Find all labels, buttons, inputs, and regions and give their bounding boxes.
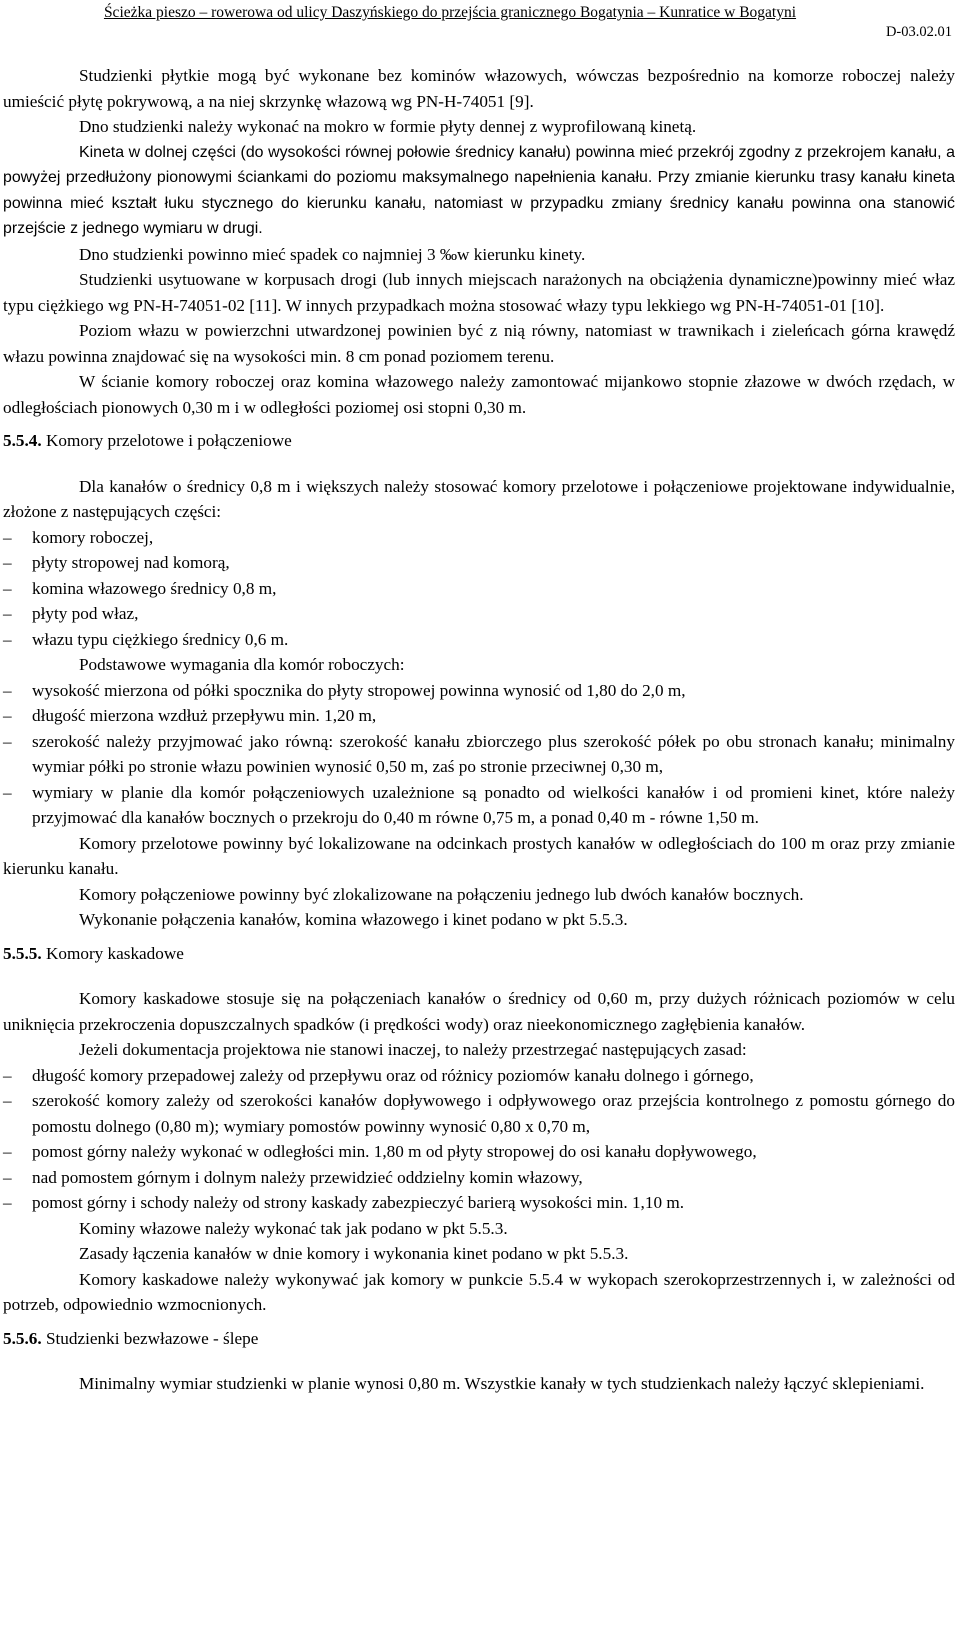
document-code: D-03.02.01 <box>885 24 952 40</box>
dash-bullet: – <box>3 1167 12 1187</box>
paragraph-step-irons: W ścianie komory roboczej oraz komina włazowego należy zamontować mijankowo stopnie złazowe w dwóch rzędach, w odległościach pionowych 0,30 m i w odległości poziomej osi stopni 0,30 m. <box>3 372 955 417</box>
dash-bullet: – <box>3 731 12 751</box>
list-item: – komina włazowego średnicy 0,8 m, <box>3 576 955 602</box>
section-number: 5.5.4. <box>3 431 42 450</box>
paragraph-hatch-level: Poziom włazu w powierzchni utwardzonej powinien być z nią równy, natomiast w trawnikach i zieleńcach górna krawędź włazu powinna znajdować się na wysokości min. 8 cm ponad poziomem terenu. <box>3 321 955 366</box>
list-item: – pomost górny i schody należy od strony kaskady zabezpieczyć barierą wysokości min. 1,10 m. <box>3 1190 955 1216</box>
header-title: Ścieżka pieszo – rowerowa od ulicy Daszyńskiego do przejścia granicznego Bogatynia – Kunratice w Bogatyni <box>103 4 797 21</box>
paragraph-manway-reference: Kominy włazowe należy wykonać tak jak podano w pkt 5.5.3. <box>79 1218 508 1238</box>
paragraph-blind-manholes: Minimalny wymiar studzienki w planie wynosi 0,80 m. Wszystkie kanały w tych studzienkach należy łączyć sklepieniami. <box>79 1374 925 1393</box>
section-title: Komory przelotowe i połączeniowe <box>41 431 292 450</box>
dash-bullet: – <box>3 1193 12 1212</box>
paragraph-cascade-intro: Komory kaskadowe stosuje się na połączeniach kanałów o średnicy od 0,60 m, przy dużych różnicach poziomów w celu uniknięcia przekroczenia dopuszczalnych spadków (i prędkości wody) oraz nieekonomicznego zagłębienia kanałów. <box>3 989 955 1034</box>
cascade-rules-list <box>3 1063 955 1216</box>
section-title: Komory kaskadowe <box>41 943 184 963</box>
paragraph-requirements-intro: Podstawowe wymagania dla komór roboczych: <box>79 655 405 674</box>
paragraph-bottom-slope: Dno studzienki powinno mieć spadek co najmniej 3 ‰w kierunku kinety. <box>79 244 586 264</box>
chamber-parts-list <box>3 525 955 653</box>
paragraph-chambers-intro: Dla kanałów o średnicy 0,8 m i większych należy stosować komory przelotowe i połączeniowe projektowane indywidualnie, złożone z następujących części: <box>3 476 955 521</box>
dash-bullet: – <box>3 553 12 572</box>
section-heading-5-5-6 <box>3 1326 955 1352</box>
list-item: – długość mierzona wzdłuż przepływu min. 1,20 m, <box>3 703 955 729</box>
paragraph-kineta: Kineta w dolnej części (do wysokości równej połowie średnicy kanału) powinna mieć przekrój zgodny z przekrojem kanału, a powyżej przedłużony pionowymi ściankami do poziomu maksymalnego napełnienia kanału. Przy zmianie kierunku trasy kanału kineta powinna mieć kształt łuku stycznego do kierunku kanału, natomiast w przypadku zmiany średnicy kanału powinna ona stanowić przejście z jednego wymiaru w drugi. <box>3 143 955 237</box>
list-item: – włazu typu ciężkiego średnicy 0,6 m. <box>3 627 955 653</box>
requirements-list <box>3 678 955 831</box>
dash-bullet: – <box>3 629 12 649</box>
dash-bullet: – <box>3 1065 12 1085</box>
list-item: – długość komory przepadowej zależy od przepływu oraz od różnicy poziomów kanału dolnego i górnego, <box>3 1063 955 1089</box>
dash-bullet: – <box>3 1142 12 1161</box>
paragraph-junction-chambers: Komory połączeniowe powinny być zlokalizowane na połączeniu jednego lub dwóch kanałów bocznych. <box>79 884 804 904</box>
list-item: – wymiary w planie dla komór połączeniowych uzależnione są ponadto od wielkości kanałów i od promieni kinet, które należy przyjmować dla kanałów bocznych o przekroju do 0,40 m równe 0,75 m, a ponad 0,40 m - równe 1,50 m. <box>3 780 955 831</box>
list-item: – wysokość mierzona od półki spocznika do płyty stropowej powinna wynosić od 1,80 do 2,0 m, <box>3 678 955 704</box>
paragraph-cascade-construction: Komory kaskadowe należy wykonywać jak komory w punkcie 5.5.4 w wykopach szerokoprzestrzennych i, w zależności od potrzeb, odpowiednio wzmocnionych. <box>3 1269 955 1314</box>
dash-bullet: – <box>3 578 12 598</box>
list-item: – szerokość należy przyjmować jako równą: szerokość kanału zbiorczego plus szerokość półek po obu stronach kanału; minimalny wymiar półki po stronie włazu powinien wynosić 0,50 m, zaś po stronie przeciwnej 0,30 m, <box>3 729 955 780</box>
section-title: Studzienki bezwłazowe - ślepe <box>41 1328 259 1348</box>
section-heading-5-5-5 <box>3 941 955 967</box>
paragraph-shallow-manholes: Studzienki płytkie mogą być wykonane bez kominów włazowych, wówczas bezpośrednio na komorze roboczej należy umieścić płytę pokrywową, a na niej skrzynkę włazową wg PN-H-74051 [9]. <box>3 66 955 111</box>
paragraph-hatch-types: Studzienki usytuowane w korpusach drogi (lub innych miejscach narażonych na obciążenia dynamiczne)powinny mieć właz typu ciężkiego wg PN-H-74051-02 [11]. W innych przypadkach można stosować włazy typu lekkiego wg PN-H-74051-01 [10]. <box>3 270 955 315</box>
dash-bullet: – <box>3 604 12 623</box>
section-heading-5-5-4 <box>3 428 955 454</box>
paragraph-connection-reference: Wykonanie połączenia kanałów, komina włazowego i kinet podano w pkt 5.5.3. <box>79 910 628 929</box>
dash-bullet: – <box>3 680 12 700</box>
document-body <box>3 63 955 1397</box>
page-header <box>0 0 960 42</box>
paragraph-manhole-bottom: Dno studzienki należy wykonać na mokro w formie płyty dennej z wyprofilowaną kinetą. <box>79 117 697 136</box>
list-item: – nad pomostem górnym i dolnym należy przewidzieć oddzielny komin włazowy, <box>3 1165 955 1191</box>
paragraph-kinet-reference: Zasady łączenia kanałów w dnie komory i wykonania kinet podano w pkt 5.5.3. <box>79 1244 629 1263</box>
section-number: 5.5.5. <box>3 943 42 963</box>
list-item: – płyty stropowej nad komorą, <box>3 550 955 576</box>
paragraph-through-chambers: Komory przelotowe powinny być lokalizowane na odcinkach prostych kanałów w odległościach do 100 m oraz przy zmianie kierunku kanału. <box>3 833 955 878</box>
dash-bullet: – <box>3 1091 12 1110</box>
dash-bullet: – <box>3 706 12 725</box>
list-item: – pomost górny należy wykonać w odległości min. 1,80 m od płyty stropowej do osi kanału dopływowego, <box>3 1139 955 1165</box>
list-item: – komory roboczej, <box>3 525 955 551</box>
list-item: – płyty pod właz, <box>3 601 955 627</box>
list-item: – szerokość komory zależy od szerokości kanałów dopływowego i odpływowego oraz przejścia kontrolnego z pomostu górnego do pomostu dolnego (0,80 m); wymiary pomostów powinny wynosić 0,80 x 0,70 m, <box>3 1088 955 1139</box>
paragraph-rules-intro: Jeżeli dokumentacja projektowa nie stanowi inaczej, to należy przestrzegać następujących zasad: <box>79 1040 747 1059</box>
dash-bullet: – <box>3 527 12 547</box>
section-number: 5.5.6. <box>3 1328 42 1348</box>
dash-bullet: – <box>3 782 12 802</box>
